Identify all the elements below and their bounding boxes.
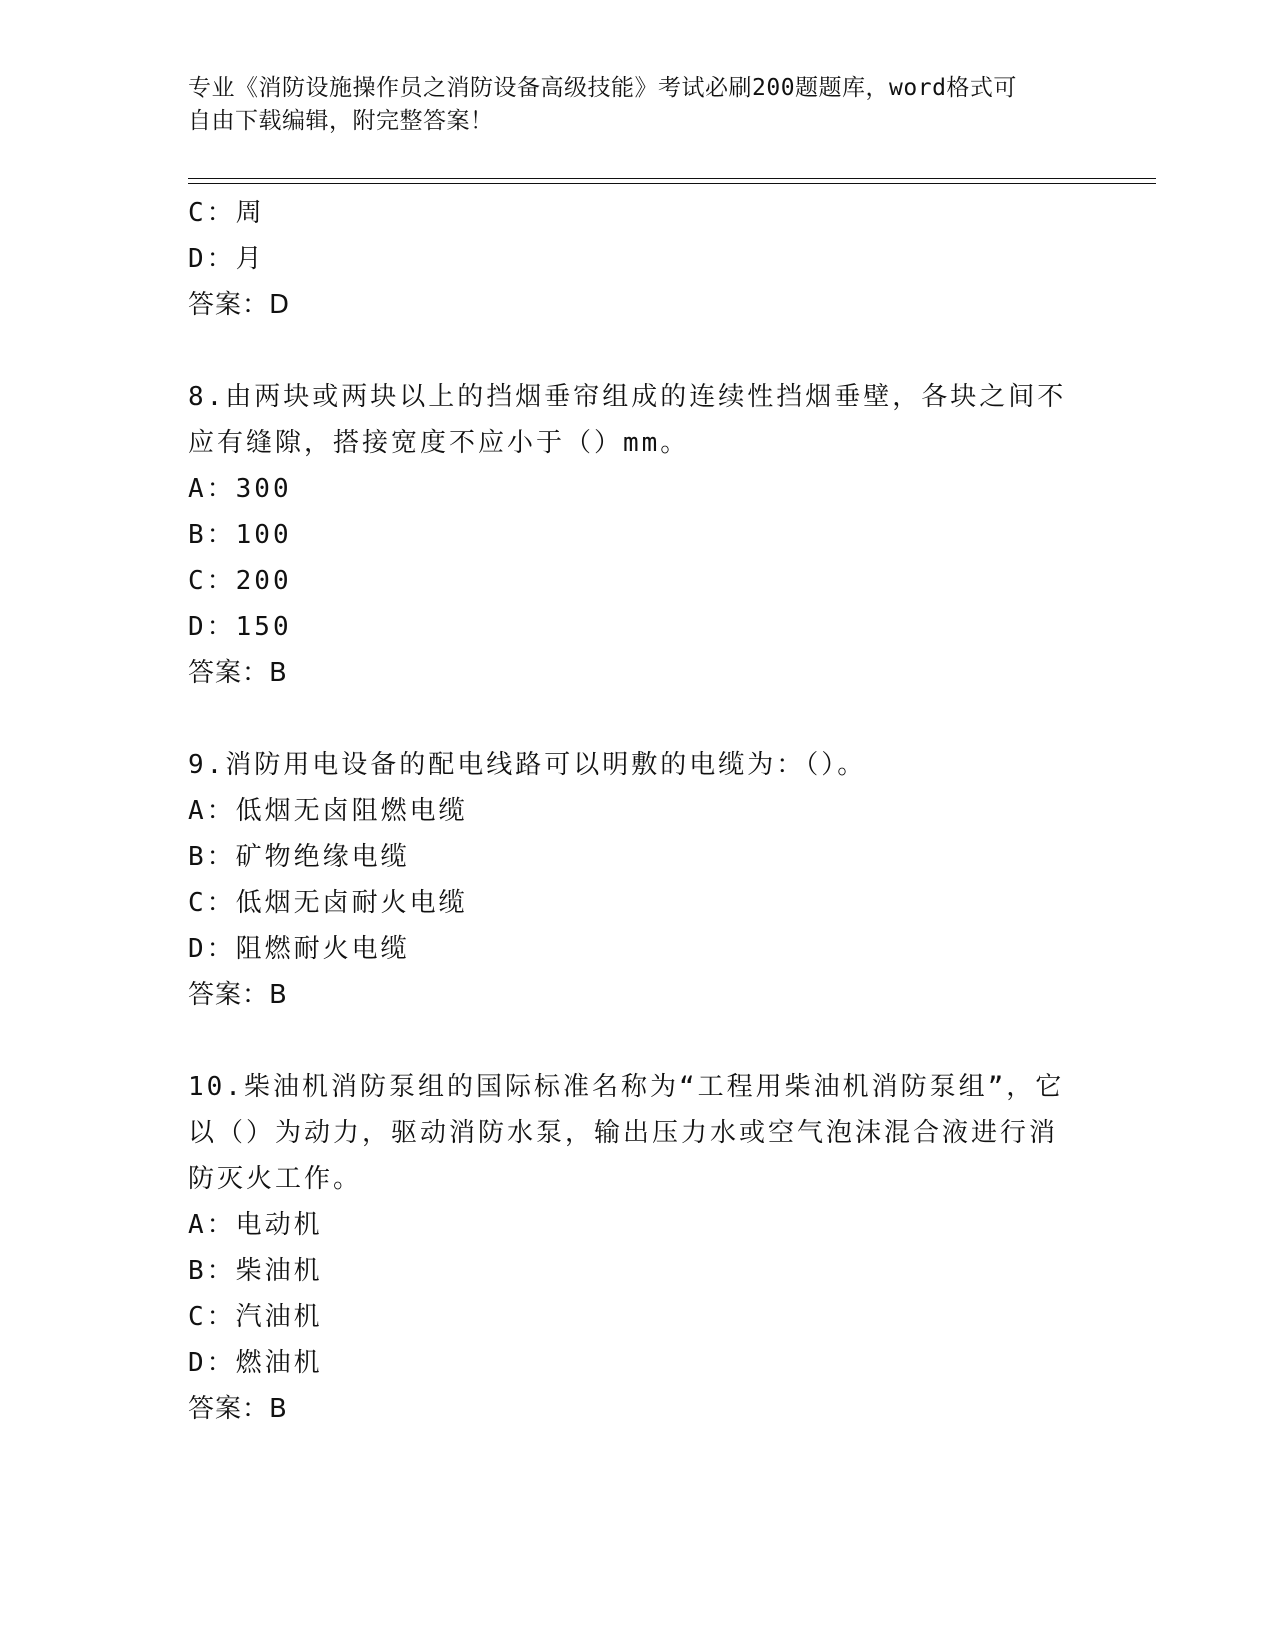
option-text: 阻燃耐火电缆 bbox=[235, 934, 410, 964]
option-text: 电动机 bbox=[235, 1210, 323, 1240]
option-text: 柴油机 bbox=[235, 1256, 323, 1286]
question-list bbox=[188, 190, 1088, 1432]
option-text: 150 bbox=[235, 612, 292, 642]
option-d bbox=[188, 604, 1088, 650]
option-text: 燃油机 bbox=[235, 1348, 323, 1378]
option-label: B： bbox=[188, 1256, 236, 1286]
option-a bbox=[188, 1202, 1088, 1248]
question-9 bbox=[188, 742, 1088, 1018]
option-label: C： bbox=[188, 888, 236, 918]
option-label: B： bbox=[188, 842, 236, 872]
option-label: C： bbox=[188, 566, 236, 596]
option-d bbox=[188, 1340, 1088, 1386]
stem-line: 10.柴油机消防泵组的国际标准名称为“工程用柴油机消防泵组”，它 bbox=[188, 1072, 1065, 1102]
answer-line: 答案：B bbox=[188, 1394, 288, 1424]
option-label: D： bbox=[188, 612, 236, 642]
option-label: A： bbox=[188, 1210, 236, 1240]
option-d bbox=[188, 236, 1088, 282]
answer-line: 答案：B bbox=[188, 658, 288, 688]
header-divider-top bbox=[188, 178, 1156, 179]
option-c bbox=[188, 558, 1088, 604]
option-text: 汽油机 bbox=[235, 1302, 323, 1332]
option-text: 周 bbox=[235, 198, 265, 228]
header-note bbox=[188, 72, 1068, 138]
option-b bbox=[188, 834, 1088, 880]
previous-question-tail bbox=[188, 190, 1088, 328]
option-label: C： bbox=[188, 198, 236, 228]
header-line-2: 自由下载编辑，附完整答案！ bbox=[188, 108, 494, 134]
option-label: C： bbox=[188, 1302, 236, 1332]
stem-line: 防灭火工作。 bbox=[188, 1164, 363, 1194]
question-stem bbox=[188, 1064, 1068, 1202]
option-text: 100 bbox=[235, 520, 292, 550]
header-divider-bottom bbox=[188, 183, 1156, 184]
question-stem bbox=[188, 742, 1068, 788]
option-c bbox=[188, 190, 1088, 236]
option-c bbox=[188, 1294, 1088, 1340]
option-label: D： bbox=[188, 1348, 236, 1378]
option-label: D： bbox=[188, 934, 236, 964]
spacer bbox=[188, 1018, 1088, 1064]
question-stem bbox=[188, 374, 1068, 466]
option-text: 矿物绝缘电缆 bbox=[235, 842, 410, 872]
option-a bbox=[188, 788, 1088, 834]
option-label: B： bbox=[188, 520, 236, 550]
answer-line: 答案：B bbox=[188, 980, 288, 1010]
header-line-1: 专业《消防设施操作员之消防设备高级技能》考试必刷200题题库，word格式可 bbox=[188, 75, 1017, 101]
stem-line: 以（）为动力，驱动消防水泵，输出压力水或空气泡沫混合液进行消 bbox=[188, 1118, 1059, 1148]
spacer bbox=[188, 696, 1088, 742]
option-b bbox=[188, 512, 1088, 558]
option-b bbox=[188, 1248, 1088, 1294]
option-a bbox=[188, 466, 1088, 512]
stem-line: 应有缝隙，搭接宽度不应小于（）mm。 bbox=[188, 428, 690, 458]
stem-line: 8.由两块或两块以上的挡烟垂帘组成的连续性挡烟垂壁，各块之间不 bbox=[188, 382, 1067, 412]
answer-line: 答案：D bbox=[188, 290, 291, 320]
option-c bbox=[188, 880, 1088, 926]
option-text: 低烟无卤耐火电缆 bbox=[235, 888, 468, 918]
option-text: 低烟无卤阻燃电缆 bbox=[235, 796, 468, 826]
question-8 bbox=[188, 374, 1088, 696]
spacer bbox=[188, 328, 1088, 374]
option-text: 月 bbox=[235, 244, 265, 274]
option-label: D： bbox=[188, 244, 236, 274]
option-label: A： bbox=[188, 474, 236, 504]
option-text: 300 bbox=[235, 474, 292, 504]
question-10 bbox=[188, 1064, 1088, 1432]
stem-line: 9.消防用电设备的配电线路可以明敷的电缆为：（）。 bbox=[188, 750, 867, 780]
option-d bbox=[188, 926, 1088, 972]
option-text: 200 bbox=[235, 566, 292, 596]
option-label: A： bbox=[188, 796, 236, 826]
